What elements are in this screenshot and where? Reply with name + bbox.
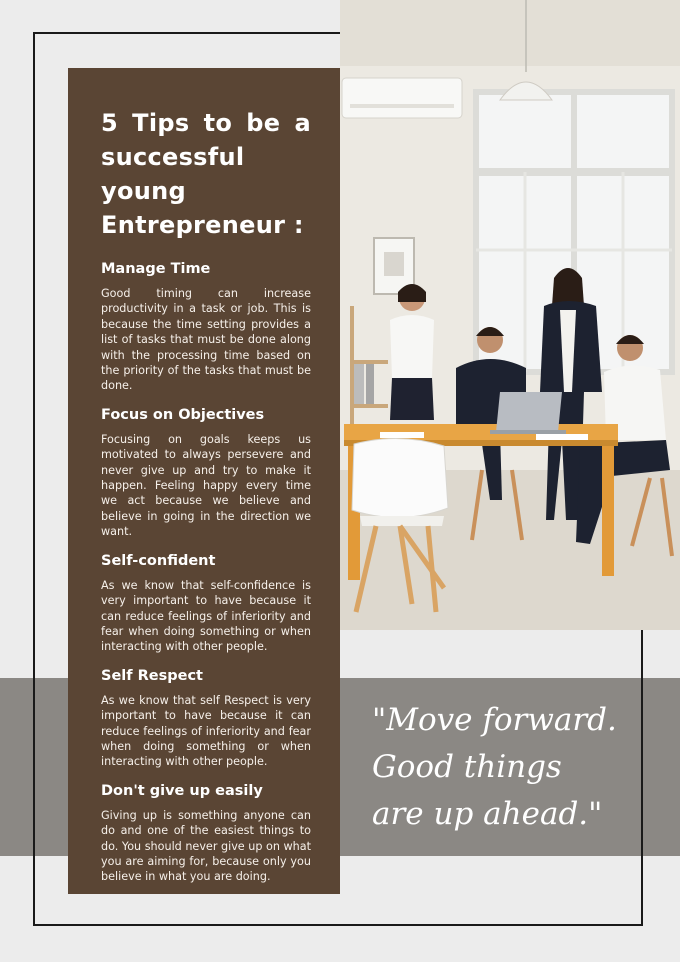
tip-heading: Self-confident: [101, 552, 216, 569]
tips-panel: [68, 68, 340, 894]
tip-body: Good timing can increase productivity in a task or job. This is because the time setting provides a list of tasks that must be done along with the processing time based on the priority of the tasks that must be done.: [101, 287, 311, 393]
tip-dont-give-up: [101, 782, 311, 885]
tip-self-respect: [101, 667, 311, 770]
tip-body: As we know that self Respect is very important to have because it can reduce feelings of inferiority and fear when doing something or when interacting with other people.: [101, 693, 311, 769]
tip-heading: Manage Time: [101, 261, 211, 277]
tip-focus-on-objectives: [101, 406, 311, 540]
tip-heading: Focus on Objectives: [101, 406, 265, 423]
tip-body: As we know that self-confidence is very important to have because it can reduce feelings of inferiority and fear when doing something or when interacting with other people.: [101, 578, 311, 654]
tip-body: Giving up is something anyone can do and one of the easiest things to do. You should never give up on what you are aiming for, because only you believe in what you are doing.: [101, 808, 311, 884]
tip-heading: Don't give up easily: [101, 782, 263, 799]
page-title: 5 Tips to be a successful young Entrepreneur :: [101, 109, 311, 239]
tip-manage-time: [101, 260, 311, 394]
tip-body: Focusing on goals keeps us motivated to always persevere and never give up and try to make it happen. Feeling happy every time we act because we believe and believe in going in the direction we want.: [101, 432, 311, 539]
tip-heading: Self Respect: [101, 667, 203, 684]
office-team-photo: [340, 0, 680, 630]
tip-self-confident: [101, 552, 311, 655]
motivational-quote: "Move forward. Good things are up ahead.": [372, 702, 617, 832]
office-team-illustration: [340, 0, 680, 630]
